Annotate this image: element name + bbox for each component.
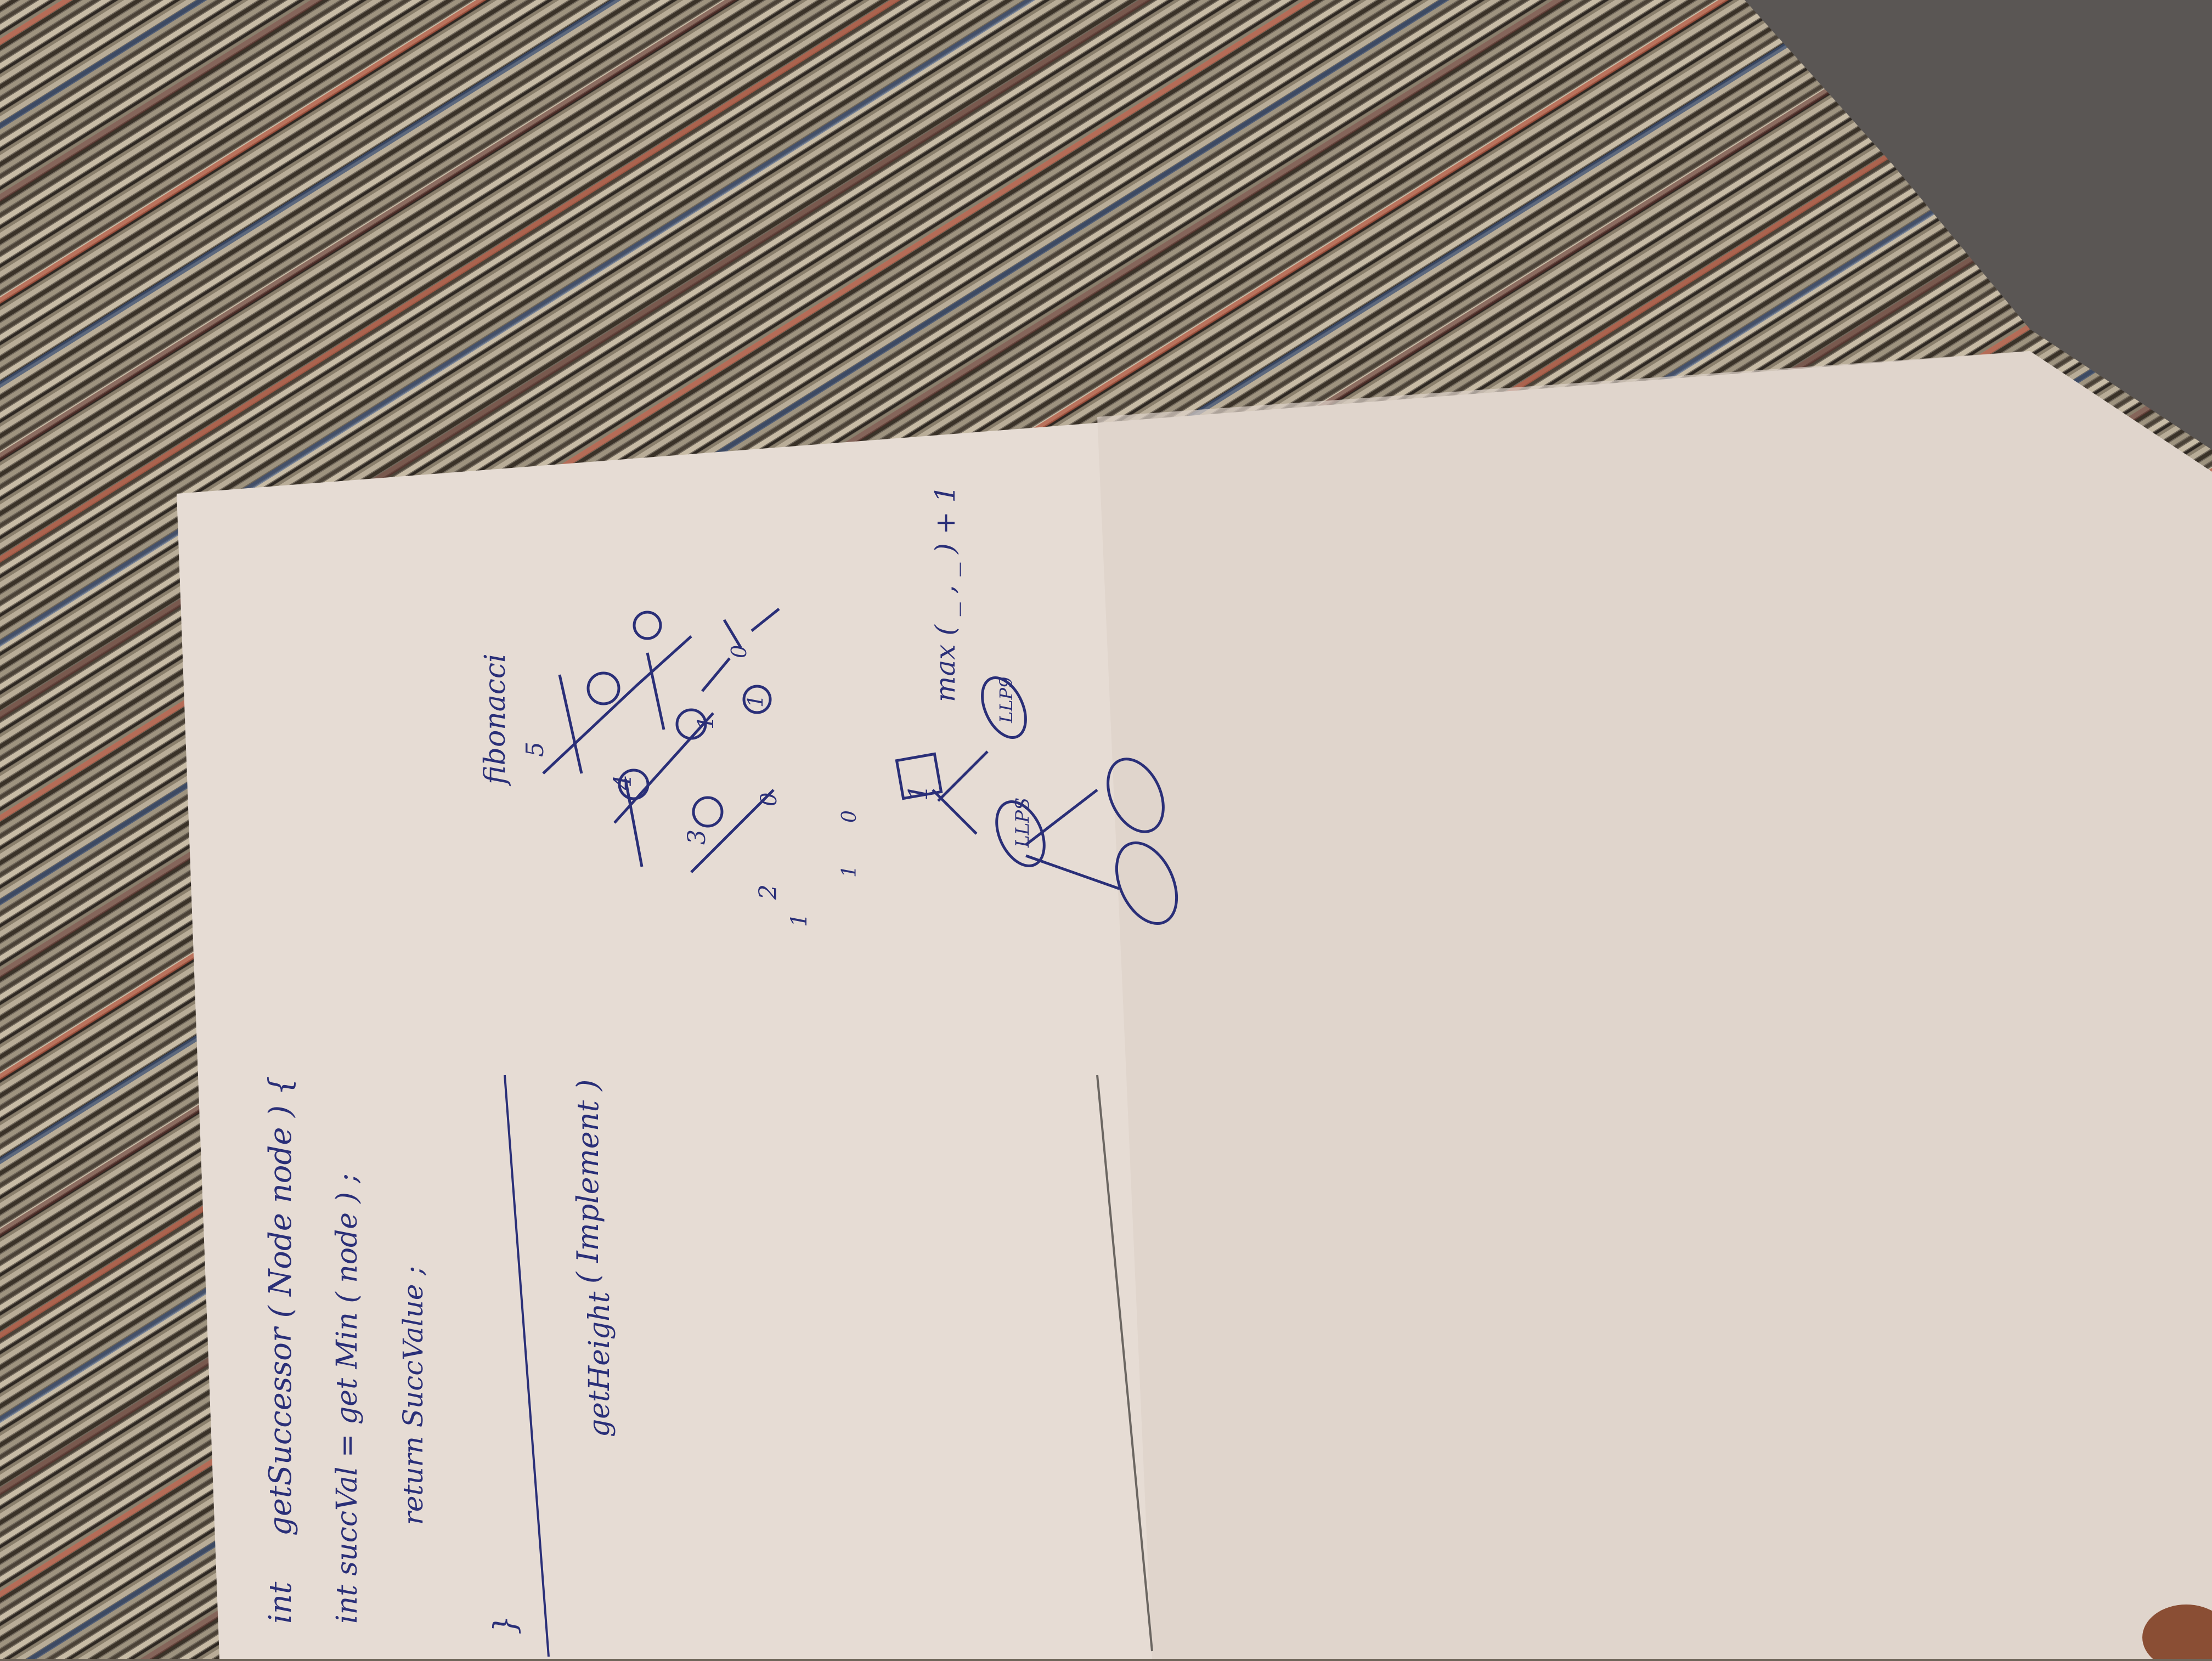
- left-subtree-label: LLPS: [1012, 797, 1034, 848]
- fib-term-4: 4: [609, 775, 637, 790]
- fib-term-0a: 0: [757, 792, 782, 806]
- fib-term-2: 2: [754, 884, 782, 900]
- note-get-height: getHeight: [583, 1291, 616, 1437]
- note-fibonacci-heading: fibonacci: [479, 653, 512, 784]
- fib-term-1d: 1: [838, 865, 861, 878]
- note-max-formula: max ( _ , _ ) + 1: [929, 485, 961, 702]
- note-succ-assign: int succVal = get Min ( node ) ;: [331, 1173, 364, 1624]
- fib-term-3: 3: [683, 829, 711, 845]
- fib-term-1b: 1: [693, 715, 719, 730]
- fib-term-0b: 0: [727, 645, 751, 658]
- note-closing-brace: }: [488, 1615, 523, 1635]
- fib-term-5: 5: [521, 742, 549, 757]
- fib-term-0c: 0: [838, 810, 861, 823]
- fib-term-1c: 1: [743, 694, 768, 708]
- note-return-line: return SuccValue ;: [397, 1265, 429, 1525]
- height-root-value: 1: [903, 784, 934, 801]
- fib-term-1a: 1: [787, 913, 812, 927]
- note-get-successor: getSuccessor ( Node node ) {: [263, 1076, 298, 1536]
- paper-fold-shade: [1097, 351, 2212, 1659]
- note-int-keyword: int: [263, 1581, 298, 1624]
- right-subtree-label: LLP9: [996, 676, 1017, 723]
- note-implement: ( Implement ): [571, 1079, 605, 1284]
